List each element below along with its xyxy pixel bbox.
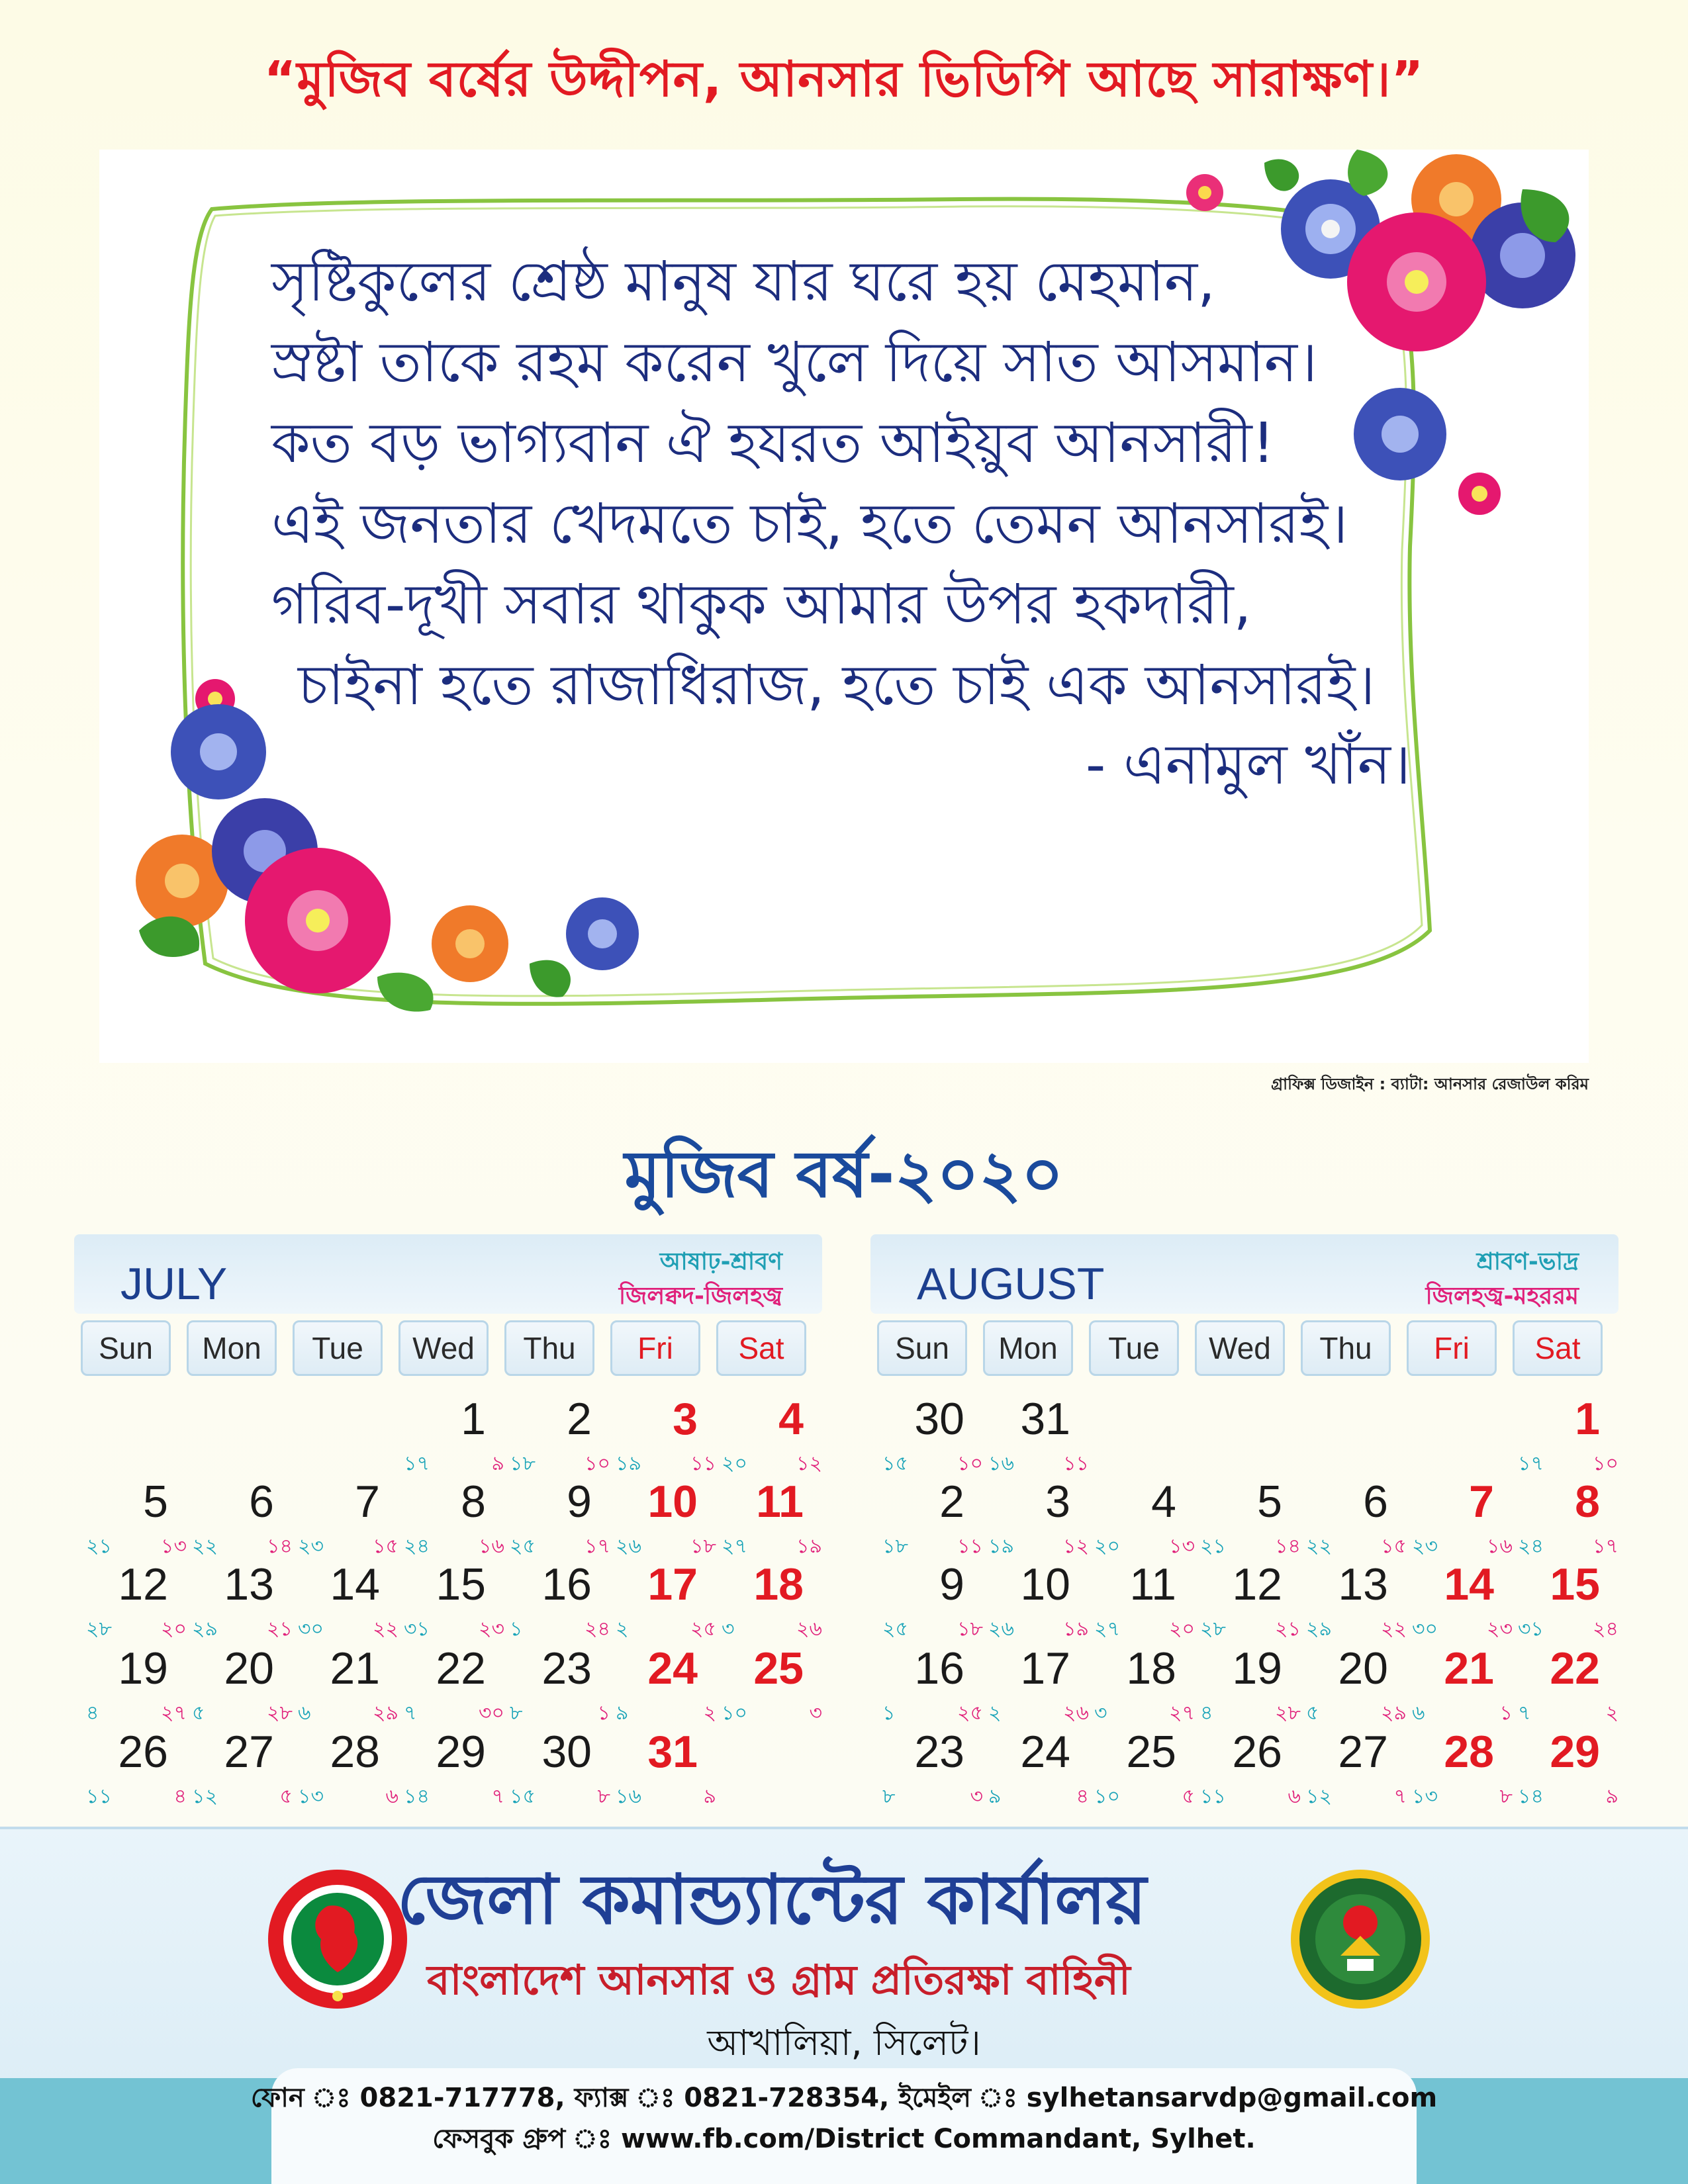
calendar-day: [716, 1393, 822, 1477]
weekday-header-mon: Mon: [983, 1320, 1073, 1376]
calendar-day: [1407, 1643, 1513, 1726]
hijri-date: ২১: [1275, 1617, 1301, 1641]
day-number: 18: [1126, 1643, 1176, 1694]
header-slogan: “মুজিব বর্ষের উদ্দীপন, আনসার ভিডিপি আছে সারাক্ষণ।”: [263, 51, 1425, 108]
calendar-day: [1407, 1476, 1513, 1559]
day-number: 17: [1020, 1643, 1070, 1694]
calendar-day: [1407, 1726, 1513, 1809]
calendar-day: [293, 1726, 399, 1809]
calendar-day: [81, 1476, 187, 1559]
hijri-date: ২৪: [585, 1617, 610, 1641]
day-number: 14: [330, 1559, 380, 1610]
hijri-date: ১১: [690, 1452, 716, 1475]
organization-name: বাংলাদেশ আনসার ও গ্রাম প্রতিরক্ষা বাহিনী: [427, 1956, 1131, 2004]
bengali-month-range: শ্রাবণ-ভাদ্র: [1476, 1248, 1579, 1275]
calendar-day: [1089, 1559, 1195, 1642]
calendar-day: [610, 1643, 716, 1726]
calendar-day: [1195, 1559, 1301, 1642]
calendar-day: [187, 1559, 293, 1642]
month-header: [870, 1234, 1618, 1314]
weekday-header-wed: Wed: [399, 1320, 489, 1376]
day-number: 30: [914, 1394, 964, 1444]
bengali-date: ২০: [1094, 1535, 1121, 1558]
day-number: 7: [1469, 1477, 1494, 1527]
day-number: 21: [330, 1643, 380, 1694]
hijri-month-range: জিলহজ্ব-মহররম: [1425, 1283, 1579, 1310]
day-number: 7: [355, 1477, 380, 1527]
hijri-date: ৮: [1499, 1785, 1513, 1808]
day-number: 2: [939, 1477, 964, 1527]
calendar-day: [399, 1476, 504, 1559]
hijri-date: ১২: [796, 1452, 822, 1475]
weekday-header-sat: Sat: [1513, 1320, 1603, 1376]
day-number: 15: [1550, 1559, 1600, 1610]
day-number: 5: [143, 1477, 168, 1527]
day-number: 8: [461, 1477, 486, 1527]
day-number: 25: [753, 1643, 804, 1694]
day-number: 26: [118, 1727, 168, 1777]
hijri-date: ৭: [1393, 1785, 1407, 1808]
hijri-date: ১৮: [690, 1535, 716, 1558]
month-august: [870, 1234, 1618, 1817]
day-number: 23: [914, 1727, 964, 1777]
day-number: 3: [1045, 1477, 1070, 1527]
calendar-day: [877, 1476, 983, 1559]
calendar-day: [81, 1643, 187, 1726]
calendar-day: [983, 1559, 1089, 1642]
bengali-date: ১১: [86, 1785, 112, 1808]
bengali-date: ২: [988, 1702, 1002, 1725]
day-number: 24: [647, 1643, 698, 1694]
bengali-date: ২৮: [1200, 1617, 1226, 1641]
poem-line-5: গরিব-দূখী সবার থাকুক আমার উপর হকদারী,: [271, 572, 1252, 637]
day-number: 4: [778, 1394, 804, 1444]
bengali-date: ১৭: [404, 1452, 430, 1475]
weekday-header-row: [877, 1320, 1618, 1376]
calendar-day: [504, 1726, 610, 1809]
weekday-header-sun: Sun: [81, 1320, 171, 1376]
hijri-date: ২৯: [1381, 1702, 1407, 1725]
month-name: JULY: [120, 1259, 228, 1309]
calendar-day: [293, 1643, 399, 1726]
day-number: 15: [436, 1559, 486, 1610]
bengali-month-range: আষাঢ়-শ্রাবণ: [659, 1248, 782, 1275]
hijri-date: ২৭: [1168, 1702, 1195, 1725]
hijri-date: ১০: [957, 1452, 983, 1475]
calendar-day: [1089, 1476, 1195, 1559]
bengali-date: ১৪: [1518, 1785, 1544, 1808]
day-number: 29: [1550, 1727, 1600, 1777]
calendar-day: [399, 1643, 504, 1726]
bengali-date: ৩: [1094, 1702, 1107, 1725]
hijri-date: ১: [1499, 1702, 1513, 1725]
hijri-date: ৯: [491, 1452, 504, 1475]
hijri-date: ৯: [1605, 1785, 1618, 1808]
calendar-day: [983, 1643, 1089, 1726]
hijri-date: ১৯: [796, 1535, 822, 1558]
calendar-day: [81, 1559, 187, 1642]
calendar-day: [983, 1393, 1089, 1477]
calendar-day: [399, 1393, 504, 1477]
hijri-date: ১৭: [585, 1535, 610, 1558]
calendar-day: [293, 1559, 399, 1642]
calendar-day: [1301, 1476, 1407, 1559]
weekday-header-tue: Tue: [293, 1320, 383, 1376]
bengali-date: ২৯: [1306, 1617, 1332, 1641]
day-number: 11: [1129, 1559, 1176, 1610]
calendar-day: [983, 1476, 1089, 1559]
bengali-date: ৩১: [404, 1617, 430, 1641]
day-number: 10: [1020, 1559, 1070, 1610]
calendar-day: [1195, 1476, 1301, 1559]
calendar-day: [877, 1726, 983, 1809]
calendar-day: [1513, 1726, 1618, 1809]
month-header: [74, 1234, 822, 1314]
bengali-date: ২৯: [192, 1617, 218, 1641]
bengali-date: ২৬: [988, 1617, 1015, 1641]
hijri-date: ১১: [957, 1535, 983, 1558]
calendar-day: [1407, 1559, 1513, 1642]
bengali-date: ১৩: [298, 1785, 324, 1808]
hijri-date: ৬: [385, 1785, 399, 1808]
day-number: 12: [1232, 1559, 1282, 1610]
bengali-date: ৫: [192, 1702, 205, 1725]
day-number: 24: [1020, 1727, 1070, 1777]
bengali-date: ১৮: [882, 1535, 908, 1558]
hijri-date: ৪: [173, 1785, 187, 1808]
hijri-date: ১৩: [1169, 1535, 1195, 1558]
bengali-date: ৮: [882, 1785, 896, 1808]
office-title: জেলা কমান্ড্যান্টের কার্যালয়: [397, 1859, 1147, 1940]
calendar-day: [1513, 1643, 1618, 1726]
day-number: 20: [1338, 1643, 1388, 1694]
bengali-date: ১৯: [616, 1452, 641, 1475]
calendar-day: [610, 1726, 716, 1809]
bengali-date: ১১: [1200, 1785, 1226, 1808]
day-number: 18: [753, 1559, 804, 1610]
hijri-date: ২: [703, 1702, 716, 1725]
bengali-date: ৮: [510, 1702, 523, 1725]
bengali-date: ২৬: [616, 1535, 642, 1558]
hijri-date: ১৬: [1487, 1535, 1513, 1558]
bengali-date: ৩০: [1412, 1617, 1438, 1641]
bengali-date: ১৩: [1412, 1785, 1438, 1808]
facebook-group: ফেসবুক গ্রুপ ঃ www.fb.com/District Commandant, Sylhet.: [432, 2124, 1256, 2154]
day-number: 1: [1575, 1394, 1600, 1444]
day-number: 28: [1444, 1727, 1494, 1777]
day-number: 29: [436, 1727, 486, 1777]
hijri-date: ৭: [491, 1785, 504, 1808]
calendar-day: [293, 1476, 399, 1559]
calendar-day: [716, 1559, 822, 1642]
calendar-day: [610, 1393, 716, 1477]
day-number: 6: [249, 1477, 274, 1527]
day-number: 8: [1575, 1477, 1600, 1527]
hijri-date: ১৫: [1381, 1535, 1407, 1558]
hijri-date: ২০: [1168, 1617, 1195, 1641]
hijri-month-range: জিলক্বদ-জিলহজ্ব: [618, 1283, 782, 1310]
day-number: 1: [461, 1394, 486, 1444]
bengali-date: ১২: [1306, 1785, 1332, 1808]
hijri-date: ২৩: [1486, 1617, 1513, 1641]
calendar-day: [610, 1476, 716, 1559]
bengali-date: ৭: [404, 1702, 417, 1725]
month-name: AUGUST: [917, 1259, 1105, 1309]
hijri-date: ২৫: [957, 1702, 983, 1725]
day-number: 12: [118, 1559, 168, 1610]
hijri-date: ২২: [372, 1617, 399, 1641]
office-location: আখালিয়া, সিলেট।: [707, 2022, 981, 2064]
hijri-date: ১০: [1593, 1452, 1618, 1475]
bengali-date: ২২: [192, 1535, 218, 1558]
bengali-date: ৪: [1200, 1702, 1213, 1725]
bengali-date: ৬: [298, 1702, 311, 1725]
bengali-date: ১৯: [988, 1535, 1014, 1558]
contact-info: ফোন ঃ 0821-717778, ফ্যাক্স ঃ 0821-728354, ইমেইল ঃ sylhetansarvdp@gmail.com: [250, 2083, 1438, 2113]
hijri-date: ১৬: [479, 1535, 504, 1558]
hijri-date: ১৭: [1593, 1535, 1618, 1558]
hijri-date: ১৮: [957, 1617, 983, 1641]
hijri-date: ১০: [585, 1452, 610, 1475]
day-number: 4: [1151, 1477, 1176, 1527]
weekday-header-mon: Mon: [187, 1320, 277, 1376]
hijri-date: ২৪: [1593, 1617, 1618, 1641]
bengali-date: ৫: [1306, 1702, 1319, 1725]
hijri-date: ২৮: [267, 1702, 293, 1725]
bengali-date: ১৮: [510, 1452, 536, 1475]
weekday-header-row: [81, 1320, 822, 1376]
day-number: 19: [118, 1643, 168, 1694]
hijri-date: ২৮: [1275, 1702, 1301, 1725]
bengali-date: ২৩: [1412, 1535, 1438, 1558]
bengali-date: ৩: [722, 1617, 735, 1641]
day-number: 2: [567, 1394, 592, 1444]
bengali-date: ১৬: [988, 1452, 1014, 1475]
poem-line-3: কত বড় ভাগ্যবান ঐ হযরত আইয়ুব আনসারী!: [271, 410, 1275, 475]
hijri-date: ২০: [160, 1617, 187, 1641]
hijri-date: ৬: [1288, 1785, 1301, 1808]
bengali-date: ২০: [722, 1452, 748, 1475]
calendar-day: [504, 1643, 610, 1726]
bengali-date: ১: [510, 1617, 523, 1641]
day-number: 19: [1232, 1643, 1282, 1694]
weekday-header-thu: Thu: [1301, 1320, 1391, 1376]
calendar-day: [399, 1726, 504, 1809]
day-number: 17: [647, 1559, 698, 1610]
hijri-date: ৪: [1076, 1785, 1089, 1808]
hijri-date: ৮: [597, 1785, 610, 1808]
weekday-header-wed: Wed: [1195, 1320, 1285, 1376]
bengali-date: ১২: [192, 1785, 218, 1808]
hijri-date: ২১: [267, 1617, 293, 1641]
calendar-day: [1301, 1726, 1407, 1809]
day-number: 30: [541, 1727, 592, 1777]
hijri-date: ২৯: [373, 1702, 399, 1725]
hijri-date: ৫: [1182, 1785, 1195, 1808]
bengali-date: ৯: [616, 1702, 629, 1725]
calendar-day: [81, 1726, 187, 1809]
bengali-date: ২১: [1200, 1535, 1226, 1558]
calendar-day: [1513, 1393, 1618, 1477]
bengali-date: ৪: [86, 1702, 99, 1725]
calendar-day: [877, 1393, 983, 1477]
calendar-day: [1195, 1726, 1301, 1809]
bengali-date: ২৪: [1518, 1535, 1544, 1558]
design-credit: গ্রাফিক্স ডিজাইন : ব্যাটা: আনসার রেজাউল করিম: [1271, 1075, 1589, 1093]
day-number: 31: [1020, 1394, 1070, 1444]
bengali-date: ২৫: [882, 1617, 908, 1641]
bengali-date: ৬: [1412, 1702, 1425, 1725]
hijri-date: ১২: [1063, 1535, 1089, 1558]
hijri-date: ৯: [703, 1785, 716, 1808]
day-number: 11: [756, 1477, 804, 1527]
bengali-date: ২১: [86, 1535, 112, 1558]
hijri-date: ২: [1605, 1702, 1618, 1725]
weekday-header-fri: Fri: [1407, 1320, 1497, 1376]
calendar-title: মুজিব বর্ষ-২০২০: [624, 1137, 1064, 1212]
hijri-date: ৩: [970, 1785, 983, 1808]
day-number: 21: [1444, 1643, 1494, 1694]
bengali-date: ১৫: [510, 1785, 536, 1808]
day-number: 9: [567, 1477, 592, 1527]
hijri-date: ২৩: [478, 1617, 504, 1641]
bengali-date: ২৭: [722, 1535, 748, 1558]
hijri-date: ১৯: [1063, 1617, 1089, 1641]
calendar-day: [716, 1643, 822, 1726]
calendar-day: [1513, 1476, 1618, 1559]
calendar-day: [504, 1476, 610, 1559]
day-number: 27: [224, 1727, 274, 1777]
hijri-date: ২৬: [796, 1617, 822, 1641]
bengali-date: ১০: [1094, 1785, 1120, 1808]
hijri-date: ১৪: [1275, 1535, 1301, 1558]
calendar-day: [1513, 1559, 1618, 1642]
month-july: [74, 1234, 822, 1817]
hijri-date: ৩০: [478, 1702, 504, 1725]
hijri-date: ১: [597, 1702, 610, 1725]
ansar-vdp-emblem-icon: [1288, 1866, 1433, 2012]
bengali-date: ২৮: [86, 1617, 112, 1641]
calendar-day: [399, 1559, 504, 1642]
hijri-date: ২৭: [160, 1702, 187, 1725]
day-number: 25: [1126, 1727, 1176, 1777]
day-number: 9: [939, 1559, 964, 1610]
weekday-header-sun: Sun: [877, 1320, 967, 1376]
calendar-day: [610, 1559, 716, 1642]
day-number: 23: [541, 1643, 592, 1694]
poem-line-1: সৃষ্টিকুলের শ্রেষ্ঠ মানুষ যার ঘরে হয় মেহমান,: [271, 249, 1215, 314]
day-number: 16: [541, 1559, 592, 1610]
bengali-date: ১০: [722, 1702, 747, 1725]
hijri-date: ১৩: [161, 1535, 187, 1558]
calendar-day: [187, 1726, 293, 1809]
day-number: 26: [1232, 1727, 1282, 1777]
day-number: 27: [1338, 1727, 1388, 1777]
bengali-date: ১: [882, 1702, 896, 1725]
weekday-header-sat: Sat: [716, 1320, 806, 1376]
day-number: 6: [1363, 1477, 1388, 1527]
calendar-day: [187, 1643, 293, 1726]
day-number: 22: [1550, 1643, 1600, 1694]
weekday-header-thu: Thu: [504, 1320, 594, 1376]
calendar-day: [877, 1559, 983, 1642]
hijri-date: ১১: [1063, 1452, 1089, 1475]
day-number: 22: [436, 1643, 486, 1694]
day-number: 14: [1444, 1559, 1494, 1610]
hijri-date: ১৫: [373, 1535, 399, 1558]
hijri-date: ৫: [279, 1785, 293, 1808]
bengali-date: ১৪: [404, 1785, 430, 1808]
calendar-day: [716, 1476, 822, 1559]
bengali-date: ২৩: [298, 1535, 324, 1558]
poem-line-6: চাইনা হতে রাজাধিরাজ, হতে চাই এক আনসারই।: [298, 653, 1376, 717]
day-number: 13: [1338, 1559, 1388, 1610]
bengali-date: ২৪: [404, 1535, 430, 1558]
day-number: 13: [224, 1559, 274, 1610]
government-seal-icon: [265, 1866, 410, 2012]
hijri-date: ২২: [1380, 1617, 1407, 1641]
day-number: 16: [914, 1643, 964, 1694]
bengali-date: ১৬: [616, 1785, 641, 1808]
day-number: 31: [647, 1727, 698, 1777]
calendar-day: [504, 1393, 610, 1477]
calendar-day: [877, 1643, 983, 1726]
day-number: 10: [647, 1477, 698, 1527]
hijri-date: ২৫: [690, 1617, 716, 1641]
calendar-day: [504, 1559, 610, 1642]
weekday-header-tue: Tue: [1089, 1320, 1179, 1376]
day-number: 3: [673, 1394, 698, 1444]
bengali-date: ২৭: [1094, 1617, 1121, 1641]
calendar-day: [187, 1476, 293, 1559]
weekday-header-fri: Fri: [610, 1320, 700, 1376]
calendar-day: [1301, 1559, 1407, 1642]
bengali-date: ৯: [988, 1785, 1002, 1808]
bengali-date: ৩১: [1518, 1617, 1544, 1641]
poem-line-4: এই জনতার খেদমতে চাই, হতে তেমন আনসারই।: [271, 491, 1348, 556]
day-number: 5: [1257, 1477, 1282, 1527]
calendar-day: [1301, 1643, 1407, 1726]
bengali-date: ২৫: [510, 1535, 536, 1558]
bengali-date: ২: [616, 1617, 629, 1641]
bengali-date: ৭: [1518, 1702, 1531, 1725]
poem-line-2: স্রষ্টা তাকে রহম করেন খুলে দিয়ে সাত আসমান।: [271, 330, 1318, 394]
day-number: 28: [330, 1727, 380, 1777]
hijri-date: ১৪: [267, 1535, 293, 1558]
bengali-date: ৩০: [298, 1617, 324, 1641]
poem-author: - এনামুল খাঁন।: [1086, 732, 1411, 797]
day-number: 20: [224, 1643, 274, 1694]
hijri-date: ২৬: [1062, 1702, 1089, 1725]
calendar-day: [1089, 1643, 1195, 1726]
calendar-day: [983, 1726, 1089, 1809]
calendar-day: [1089, 1726, 1195, 1809]
hijri-date: ৩: [809, 1702, 822, 1725]
bengali-date: ২২: [1306, 1535, 1333, 1558]
bengali-date: ১৫: [882, 1452, 908, 1475]
calendar-day: [1195, 1643, 1301, 1726]
bengali-date: ১৭: [1518, 1452, 1544, 1475]
